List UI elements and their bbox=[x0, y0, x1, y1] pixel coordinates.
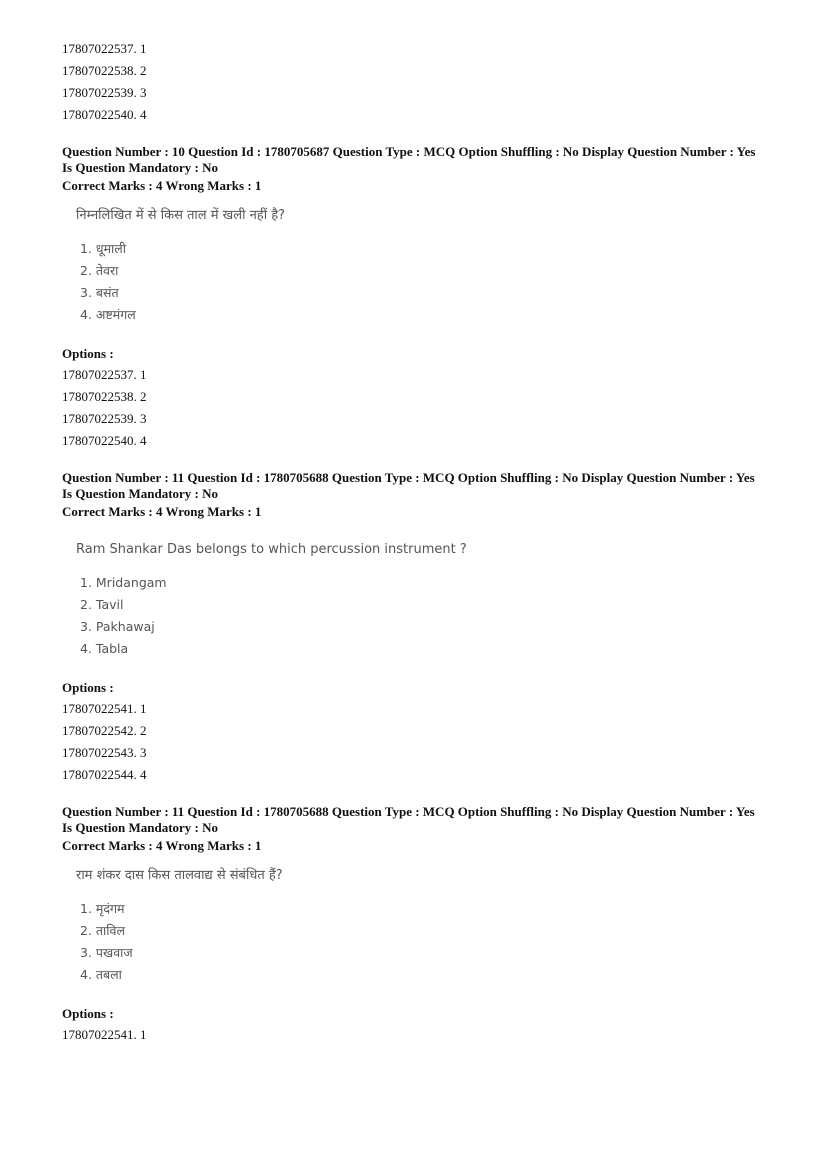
question-choices bbox=[80, 898, 762, 986]
choice-item: 4. तबला bbox=[80, 967, 122, 982]
option-line: 17807022537. 1 bbox=[62, 41, 147, 56]
question-image bbox=[76, 206, 762, 326]
choice-item: 1. Mridangam bbox=[80, 575, 167, 590]
option-line: 17807022538. 2 bbox=[62, 389, 147, 404]
question-text: निम्नलिखित में से किस ताल में खली नहीं है? bbox=[76, 208, 285, 223]
choice-item: 2. Tavil bbox=[80, 597, 124, 612]
question-choices bbox=[80, 238, 762, 326]
top-options-list bbox=[62, 38, 762, 126]
option-line: 17807022540. 4 bbox=[62, 107, 147, 122]
document-page bbox=[62, 38, 762, 1046]
options-label: Options : bbox=[62, 680, 114, 695]
option-line: 17807022539. 3 bbox=[62, 85, 147, 100]
choice-item: 3. पखवाज bbox=[80, 945, 133, 960]
option-line: 17807022539. 3 bbox=[62, 411, 147, 426]
question-choices bbox=[80, 572, 762, 660]
option-line: 17807022544. 4 bbox=[62, 767, 147, 782]
question-image bbox=[76, 866, 762, 986]
option-line: 17807022540. 4 bbox=[62, 433, 147, 448]
marks-line: Correct Marks : 4 Wrong Marks : 1 bbox=[62, 178, 262, 193]
option-line: 17807022542. 2 bbox=[62, 723, 147, 738]
choice-item: 4. Tabla bbox=[80, 641, 129, 656]
marks-line: Correct Marks : 4 Wrong Marks : 1 bbox=[62, 838, 262, 853]
question-header: Question Number : 11 Question Id : 1780705688 Question Type : MCQ Option Shuffling : No Display Question Number : Yes Is Question Mandatory : No bbox=[62, 470, 755, 501]
choice-item: 2. ताविल bbox=[80, 923, 125, 938]
question-block bbox=[62, 470, 762, 786]
choice-item: 3. Pakhawaj bbox=[80, 619, 155, 634]
question-block bbox=[62, 144, 762, 452]
choice-item: 2. तेवरा bbox=[80, 263, 119, 278]
question-image bbox=[76, 540, 762, 660]
option-line: 17807022541. 1 bbox=[62, 701, 147, 716]
option-line: 17807022538. 2 bbox=[62, 63, 147, 78]
question-header: Question Number : 11 Question Id : 1780705688 Question Type : MCQ Option Shuffling : No Display Question Number : Yes Is Question Mandatory : No bbox=[62, 804, 755, 835]
question-block bbox=[62, 804, 762, 1046]
choice-item: 3. बसंत bbox=[80, 285, 119, 300]
option-line: 17807022537. 1 bbox=[62, 367, 147, 382]
options-label: Options : bbox=[62, 346, 114, 361]
question-header: Question Number : 10 Question Id : 1780705687 Question Type : MCQ Option Shuffling : No Display Question Number : Yes Is Question Mandatory : No bbox=[62, 144, 756, 175]
choice-item: 1. मृदंगम bbox=[80, 901, 125, 916]
question-text: Ram Shankar Das belongs to which percussion instrument ? bbox=[76, 542, 467, 557]
choice-item: 1. धूमाली bbox=[80, 241, 127, 256]
options-label: Options : bbox=[62, 1006, 114, 1021]
choice-item: 4. अष्टमंगल bbox=[80, 307, 136, 322]
question-text: राम शंकर दास किस तालवाद्य से संबंधित हैं? bbox=[76, 868, 283, 883]
option-line: 17807022543. 3 bbox=[62, 745, 147, 760]
marks-line: Correct Marks : 4 Wrong Marks : 1 bbox=[62, 504, 262, 519]
option-line: 17807022541. 1 bbox=[62, 1027, 147, 1042]
